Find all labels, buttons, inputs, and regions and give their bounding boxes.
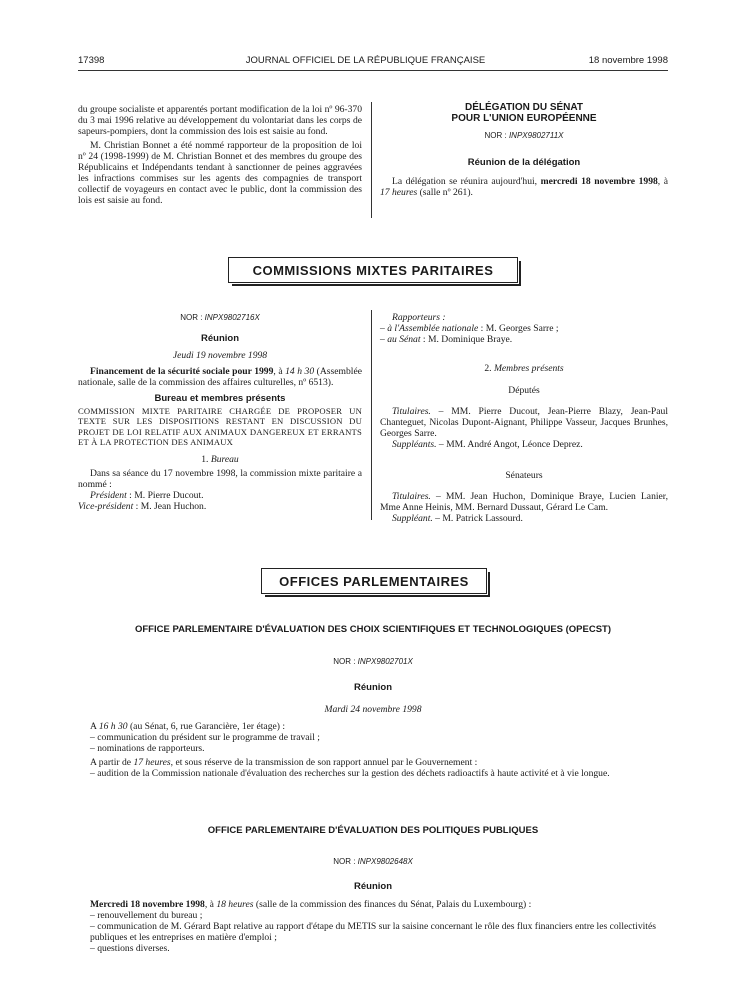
meeting-date: Mardi 24 novembre 1998 [324, 704, 422, 715]
member-list: Suppléants. – MM. André Angot, Léonce Deprez. [392, 439, 583, 450]
group-label: Sénateurs [505, 470, 543, 481]
agenda-intro: Mercredi 18 novembre 1998, à 18 heures (salle de la commission des finances du Sénat, Palais du Luxembourg) : [90, 899, 532, 910]
commission-title: COMMISSION MIXTE PARITAIRE CHARGÉE DE PROPOSER UN TEXTE SUR LES DISPOSITIONS RESTANT EN DISCUSSION DU PROJET DE LOI RELATIF AUX ANIMAUX DANGEREUX ET ERRANTS ET À LA PROTECTION DES ANIMAUX [78, 406, 362, 448]
agenda-item: – questions diverses. [90, 943, 170, 954]
agenda-intro: A 16 h 30 (au Sénat, 6, rue Garancière, 1er étage) : [90, 721, 286, 732]
section-title: POUR L'UNION EUROPÉENNE [451, 113, 597, 124]
header-date: 18 novembre 1998 [588, 55, 668, 66]
column-rule [371, 310, 372, 520]
member-list: Suppléant. – M. Patrick Lassourd. [392, 513, 523, 524]
member-list: Titulaires. – MM. Pierre Ducout, Jean-Pierre Blazy, Jean-Paul Chanteguet, Nicolas Dupont-Aignant, Philippe Vasseur, Jacques Brunhes, Georges Sarre. [380, 406, 668, 439]
paragraph: Dans sa séance du 17 novembre 1998, la commission mixte paritaire a nommé : [78, 467, 362, 490]
nor-reference: NOR : INPX9802711X [484, 131, 564, 140]
agenda-item: – communication de M. Gérard Bapt relative au rapport d'étape du METIS sur la saisine concernant le rôle des flux financiers entre les collectivités publiques et les entreprises en matière d'emploi ; [90, 921, 656, 943]
section-heading: 1. Bureau [201, 453, 239, 465]
member-line: – au Sénat : M. Dominique Braye. [380, 334, 513, 345]
top-right-column [380, 102, 668, 198]
paragraph: La délégation se réunira aujourd'hui, mercredi 18 novembre 1998, à 17 heures (salle nº 261). [380, 176, 668, 198]
meeting-date: Jeudi 19 novembre 1998 [172, 350, 268, 361]
agenda-item: – communication du président sur le programme de travail ; [90, 732, 320, 743]
cmp-right-column [380, 312, 668, 524]
section-banner: COMMISSIONS MIXTES PARITAIRES [228, 257, 518, 283]
member-list: Titulaires. – MM. Jean Huchon, Dominique Braye, Lucien Lanier, Mme Anne Heinis, MM. Bernard Dussaut, Gérard Le Cam. [380, 491, 668, 513]
agenda-intro: A partir de 17 heures, et sous réserve de la transmission de son rapport annuel par le Gouvernement : [90, 757, 478, 768]
section-title: DÉLÉGATION DU SÉNAT [465, 102, 583, 113]
subsection-title: Réunion [201, 333, 239, 344]
paragraph: M. Christian Bonnet a été nommé rapporteur de la proposition de loi nº 24 (1998-1999) de M. Christian Bonnet et des membres du groupe des Républicains et Indépendants tendant à sanctionner de peines aggravées les infractions commises sur les agents des compagnies de transport collectif de voyageurs en contact avec le public, dont la commission des lois est saisie au fond. [78, 140, 362, 206]
opecst-agenda [90, 721, 670, 779]
top-left-column [78, 104, 362, 206]
member-line: Vice-président : M. Jean Huchon. [78, 500, 207, 512]
column-rule [371, 102, 372, 218]
agenda-item: – nominations de rapporteurs. [90, 743, 205, 754]
oepp-agenda [90, 899, 670, 954]
nor-reference: NOR : INPX9802648X [333, 857, 413, 866]
office-title: OFFICE PARLEMENTAIRE D'ÉVALUATION DES POLITIQUES PUBLIQUES [207, 825, 539, 836]
subsection-title: Réunion [354, 682, 392, 693]
rapporteurs-label: Rapporteurs : [392, 312, 446, 323]
agenda-item: – renouvellement du bureau ; [90, 910, 203, 921]
agenda-item: – audition de la Commission nationale d'évaluation des recherches sur la gestion des déchets radioactifs à haute activité et à vie longue. [90, 768, 610, 779]
header-rule [78, 70, 668, 71]
nor-reference: NOR : INPX9802701X [333, 657, 413, 666]
cmp-left-column [78, 312, 362, 512]
paragraph: du groupe socialiste et apparentés portant modification de la loi nº 96-370 du 3 mai 1996 relative au développement du volontariat dans les corps de sapeurs-pompiers, dont la commission des lois est saisie au fond. [78, 104, 362, 137]
section-heading: 2. Membres présents [484, 363, 564, 374]
paragraph: Financement de la sécurité sociale pour 1999, à 14 h 30 (Assemblée nationale, salle de la commission des affaires culturelles, nº 6513). [78, 366, 362, 388]
subsection-title: Bureau et membres présents [154, 393, 286, 404]
nor-reference: NOR : INPX9802716X [180, 313, 260, 322]
group-label: Députés [508, 385, 540, 396]
member-line: Président : M. Pierre Ducout. [90, 489, 204, 501]
page-number: 17398 [78, 55, 105, 66]
subsection-title: Réunion de la délégation [467, 157, 581, 168]
subsection-title: Réunion [354, 881, 392, 892]
office-title: OFFICE PARLEMENTAIRE D'ÉVALUATION DES CHOIX SCIENTIFIQUES ET TECHNOLOGIQUES (OPECST) [134, 624, 612, 635]
member-line: – à l'Assemblée nationale : M. Georges Sarre ; [380, 323, 559, 334]
section-banner: OFFICES PARLEMENTAIRES [261, 568, 487, 594]
journal-title: JOURNAL OFFICIEL DE LA RÉPUBLIQUE FRANÇAISE [245, 55, 486, 66]
